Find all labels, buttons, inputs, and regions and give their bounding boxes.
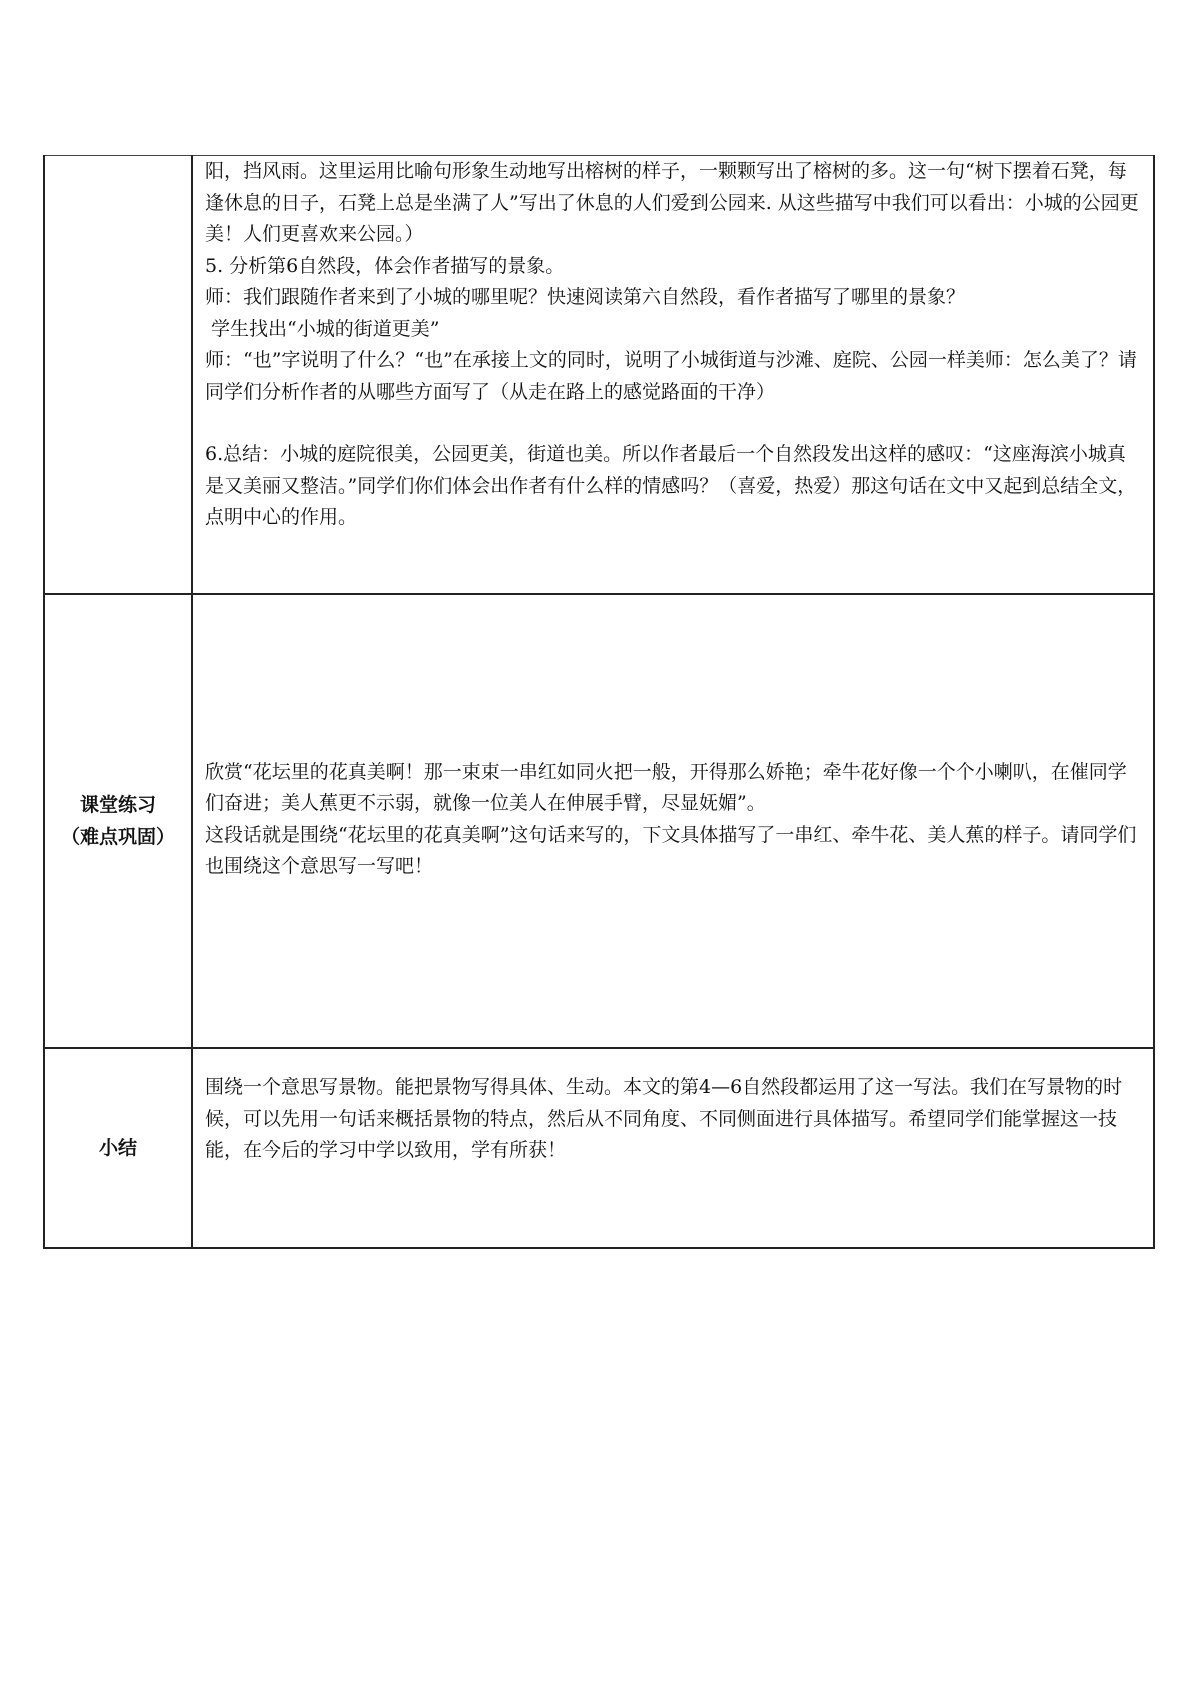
paragraph-writing-task: 这段话就是围绕“花坛里的花真美啊”这句话来写的，下文具体描写了一串红、牵牛花、美人蕉的样子。请同学们也围绕这个意思写一写吧！ [205,823,1137,877]
paragraph-step-5: 5. 分析第6自然段，体会作者描写的景象。 [205,254,565,277]
table-row-class-exercise [44,594,1154,1048]
paragraph-teacher-question-2: 师：“也”字说明了什么？“也”在承接上文的同时，说明了小城街道与沙滩、庭院、公园一样美师：怎么美了？请同学们分析作者的从哪些方面写了（从走在路上的感觉路面的干净） [205,349,1137,403]
label-class-exercise: 课堂练习 [79,794,156,816]
paragraph-appreciation: 欣赏“花坛里的花真美啊！那一束束一串红如同火把一般，开得那么娇艳；牵牛花好像一个个小喇叭，在催同学们奋进；美人蕉更不示弱，就像一位美人在伸展手臂，尽显妩媚”。 [205,760,1127,814]
row-label-summary: 小结 [44,1048,192,1248]
paragraph-step-6-summary: 6.总结：小城的庭院很美，公园更美，街道也美。所以作者最后一个自然段发出这样的感叹：“这座海滨小城真是又美丽又整洁。”同学们你们体会出作者有什么样的情感吗？（喜爱，热爱）那这句话在文中又起到总结全文，点明中心的作用。 [205,443,1137,528]
lesson-plan-table [43,155,1155,1249]
content-cell-summary [192,1048,1154,1248]
content-cell-class-exercise [192,594,1154,1048]
row-label-empty [44,156,192,595]
paragraph-teacher-question-1: 师：我们跟随作者来到了小城的哪里呢？快速阅读第六自然段，看作者描写了哪里的景象？ [205,286,966,308]
table-row-teaching-process [44,156,1154,595]
paragraph-summary: 围绕一个意思写景物。能把景物写得具体、生动。本文的第4—6自然段都运用了这一写法。我们在写景物的时候，可以先用一句话来概括景物的特点，然后从不同角度、不同侧面进行具体描写。希望同学们能掌握这一技能，在今后的学习中学以致用，学有所获！ [205,1076,1123,1161]
paragraph-banyan-analysis: 阳，挡风雨。这里运用比喻句形象生动地写出榕树的样子，一颗颗写出了榕树的多。这一句“树下摆着石凳，每逢休息的日子，石凳上总是坐满了人”写出了休息的人们爱到公园来. 从这些描写中我们可以看出：小城的公园更美！人们更喜欢来公园。） [205,160,1139,245]
label-difficulty-consolidation: （难点巩固） [60,826,175,848]
paragraph-spacer [205,408,1141,439]
row-label-class-exercise [44,594,192,1048]
paragraph-student-answer: 学生找出“小城的街道更美” [205,317,440,340]
table-row-summary [44,1048,1154,1248]
content-cell-teaching-process [192,156,1154,595]
